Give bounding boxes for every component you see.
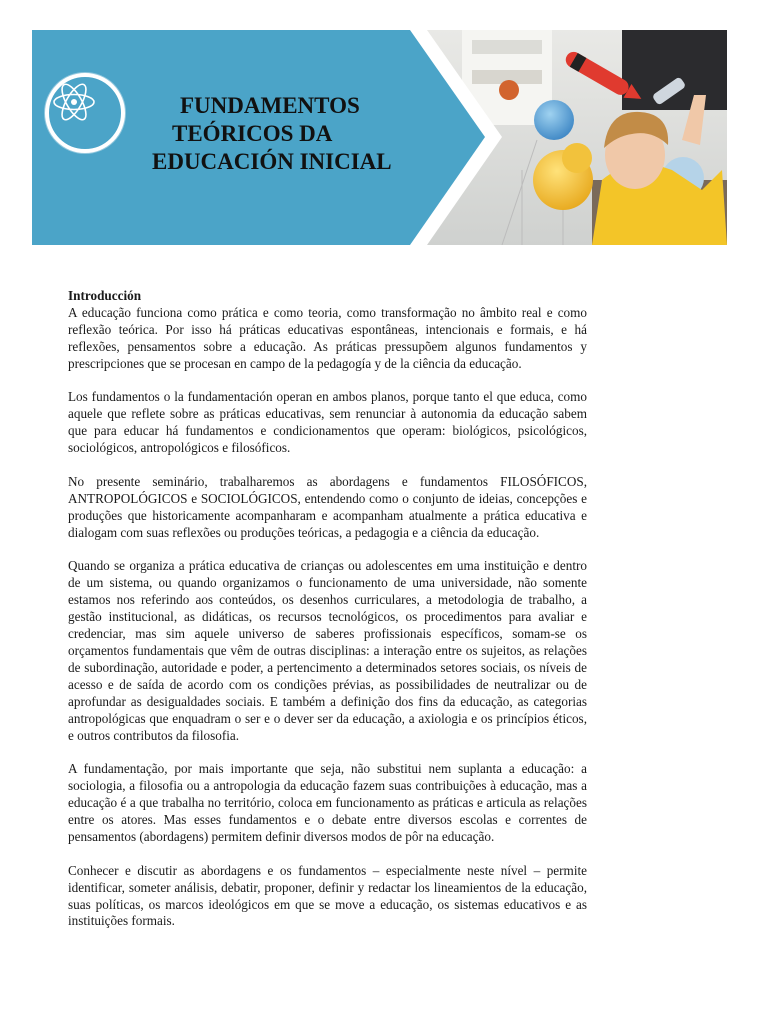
paragraph: A fundamentação, por mais importante que seja, não substitui nem suplanta a educação: a sociologia, a filosofia ou a antropologia da educação fazem suas contribuições à educação, mas a educação é a que trabalha no território, coloca em funcionamento as práticas e articula as relações entre os atores. Mas esses fundamentos e o debate entre diversos escolas e correntes de pensamentos (abordagens) permitem definir diversos modos de pôr na educação. [68,761,587,844]
header-banner [32,30,727,245]
paragraph: Conhecer e discutir as abordagens e os fundamentos – especialmente neste nível – permite identificar, someter análisis, debatir, proponer, definir y redactar los lineamientos de la educação, suas políticas, os marcos ideológicos em que se move a educação, os sistemas educativos e as instituições formais. [68,862,587,929]
document-body [68,288,587,947]
paragraph: Quando se organiza a prática educativa de crianças ou adolescentes em uma instituição e dentro de um sistema, ou quando organizamos o funcionamento de uma universidade, não somente estamos nos referindo aos conteúdos, os desenhos curriculares, a metodologia de trabalho, a gestão institucional, as didáticas, os recursos tecnológicos, os procedimentos para avaliar e credenciar, mas sim aquele universo de saberes profissionais específicos, somam-se os orçamentos fundamentais que vêm de outras disciplinas: a interação entre os sujeitos, as relações de subordinação, autoridade e poder, a pertencimento a determinados setores sociais, os níveis de acesso e de saída de acordo com os condições prévias, as possibilidades de neutralizar ou de aprofundar as desigualdades sociais. E também a definição dos fins da educação, as categorias antropológicas que enquadram o ser e o dever ser da educação, a axiologia e os princípios éticos, e outros contributos da filosofia. [68,558,587,743]
page-title [142,92,442,176]
title-line: TEÓRICOS DA [172,121,333,146]
atom-icon [49,77,99,127]
section-heading: Introducción [68,288,142,303]
logo [45,73,125,153]
title-line: EDUCACIÓN INICIAL [152,149,392,174]
paragraph: No presente seminário, trabalharemos as abordagens e fundamentos FILOSÓFICOS, ANTROPOLÓGICOS e SOCIOLÓGICOS, entendendo como o conjunto de ideias, concepções e produções que historicamente acompanharam e acompanham atualmente a prática educativa e dialogam com suas reflexões ou produções teóricas, a pedagogia e a ciência da educação. [68,473,587,540]
title-line: FUNDAMENTOS [180,93,360,118]
paragraph: Los fundamentos o la fundamentación operan en ambos planos, porque tanto el que educa, como aquele que reflete sobre as práticas educativas, sem renunciar à autonomia da educação sabem que para educar há fundamentos e condicionamentos que operam: biológicos, psicológicos, sociológicos, antropológicos e filosóficos. [68,389,587,456]
paragraph: A educação funciona como prática e como teoria, como transformação no âmbito real e como reflexão teórica. Por isso há práticas educativas espontâneas, intencionais e formais, e há reflexões, pensamentos sobre a educação. As práticas pressupõem algunos fundamentos y prescripciones que se procesan en campo de la pedagogía y de la ciência da educação. [68,304,587,371]
